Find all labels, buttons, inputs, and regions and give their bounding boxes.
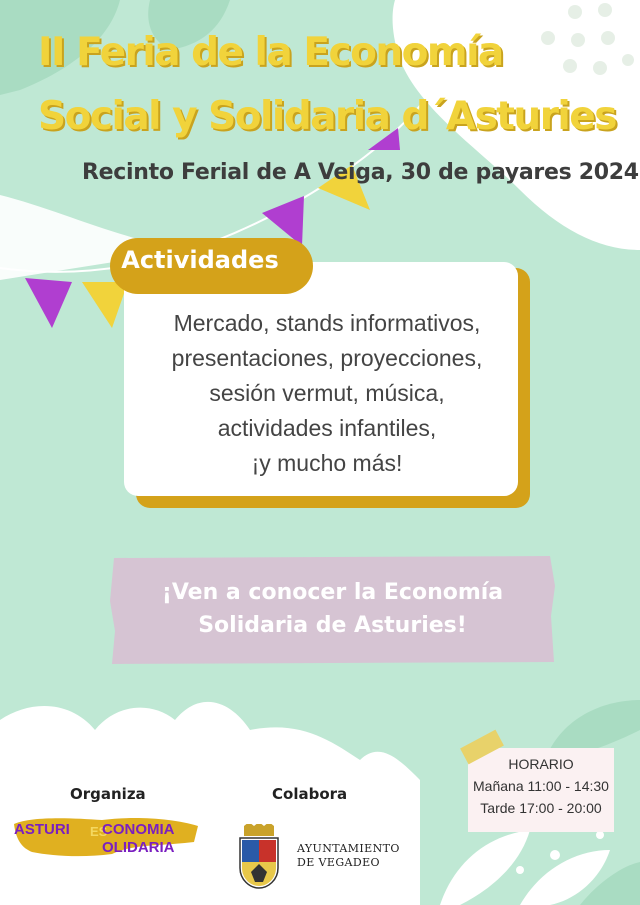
collaborator-name-line-2: DE VEGADEO	[297, 856, 380, 869]
activity-line: ¡y mucho más!	[251, 450, 403, 476]
collaborator-label: Colabora	[272, 785, 348, 803]
collaborator-name-line-1: AYUNTAMIENTO	[297, 842, 400, 855]
title-line-2: Social y Solidaria d´Asturies	[38, 94, 616, 139]
activities-tag-label: Actividades	[121, 246, 279, 274]
invitation-line-1: ¡Ven a conocer la Economía	[161, 580, 504, 605]
vegadeo-crest	[236, 824, 282, 890]
schedule-title: HORARIO	[508, 756, 574, 772]
asturies-economia-solidaria-logo	[12, 812, 202, 860]
schedule-morning: Mañana 11:00 - 14:30	[473, 778, 609, 794]
organizer-label: Organiza	[70, 785, 146, 803]
title-line-1: II Feria de la Economía	[38, 30, 503, 75]
activity-line: actividades infantiles,	[217, 415, 437, 441]
invitation-line-2: Solidaria de Asturies!	[198, 613, 467, 638]
schedule-afternoon: Tarde 17:00 - 20:00	[480, 800, 602, 816]
event-location-date: Recinto Ferial de A Veiga, 30 de payares 2024	[82, 160, 639, 185]
invitation-text	[110, 576, 555, 642]
logo-text-right-top: CONOMIA	[102, 821, 175, 838]
activity-line: sesión vermut, música,	[209, 380, 445, 406]
logo-text-right-bottom: OLIDARIA	[102, 839, 175, 856]
logo-text-middle: ES	[90, 824, 108, 839]
activities-list	[124, 306, 530, 481]
activity-line: presentaciones, proyecciones,	[171, 345, 483, 371]
activity-line: Mercado, stands informativos,	[173, 310, 481, 336]
logo-text-left: ASTURI	[14, 821, 70, 838]
